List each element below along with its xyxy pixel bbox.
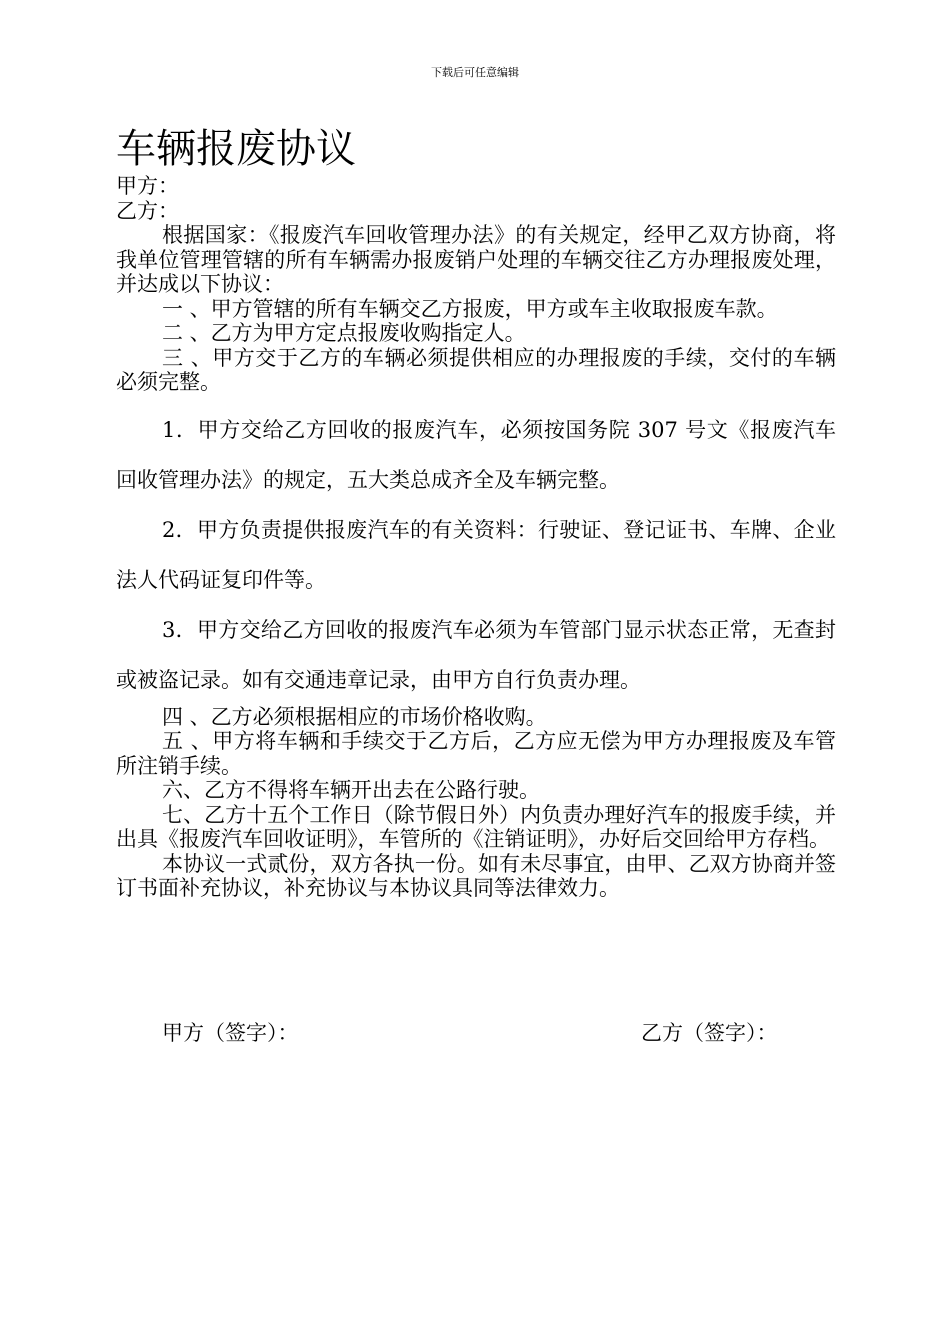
clause-6: 六、乙方不得将车辆开出去在公路行驶。 (162, 778, 540, 802)
closing-paragraph: 本协议一式贰份，双方各执一份。如有未尽事宜，由甲、乙双方协商并签订书面补充协议，补充协议与本协议具同等法律效力。 (116, 851, 836, 900)
clause-1: 一 、甲方管辖的所有车辆交乙方报废，甲方或车主收取报废车款。 (162, 296, 778, 321)
document-title: 车辆报废协议 (116, 126, 356, 172)
clause-3: 三 、甲方交于乙方的车辆必须提供相应的办理报废的手续，交付的车辆必须完整。 (116, 345, 836, 394)
party-a-line: 甲方： (116, 174, 179, 198)
clause-5: 五 、甲方将车辆和手续交于乙方后，乙方应无偿为甲方办理报废及车管所注销手续。 (116, 729, 836, 778)
clause-2: 二 、乙方为甲方定点报废收购指定人。 (162, 321, 526, 345)
clause-3-item-3: 3．甲方交给乙方回收的报废汽车必须为车管部门显示状态正常，无查封或被盗记录。如有交通违章记录，由甲方自行负责办理。 (116, 617, 836, 692)
party-b-line: 乙方： (116, 198, 179, 223)
clause-7: 七、乙方十五个工作日（除节假日外）内负责办理好汽车的报废手续，并出具《报废汽车回收证明》，车管所的《注销证明》，办好后交回给甲方存档。 (116, 802, 836, 851)
clause-4: 四 、乙方必须根据相应的市场价格收购。 (162, 704, 547, 729)
intro-paragraph: 根据国家：《报废汽车回收管理办法》的有关规定，经甲乙双方协商，将我单位管理管辖的所有车辆需办报废销户处理的车辆交往乙方办理报废处理，并达成以下协议： (116, 223, 836, 296)
agreement-body (116, 174, 836, 901)
clause-3-item-2: 2．甲方负责提供报废汽车的有关资料：行驶证、登记证书、车牌、企业法人代码证复印件等。 (116, 517, 836, 592)
clause-3-item-1: 1．甲方交给乙方回收的报废汽车，必须按国务院 307 号文《报废汽车回收管理办法》的规定，五大类总成齐全及车辆完整。 (116, 417, 836, 492)
header-note: 下载后可任意编辑 (431, 66, 519, 79)
party-b-signature-label: 乙方（签字）： (641, 1021, 778, 1045)
party-a-signature-label: 甲方（签字）： (162, 1021, 299, 1045)
